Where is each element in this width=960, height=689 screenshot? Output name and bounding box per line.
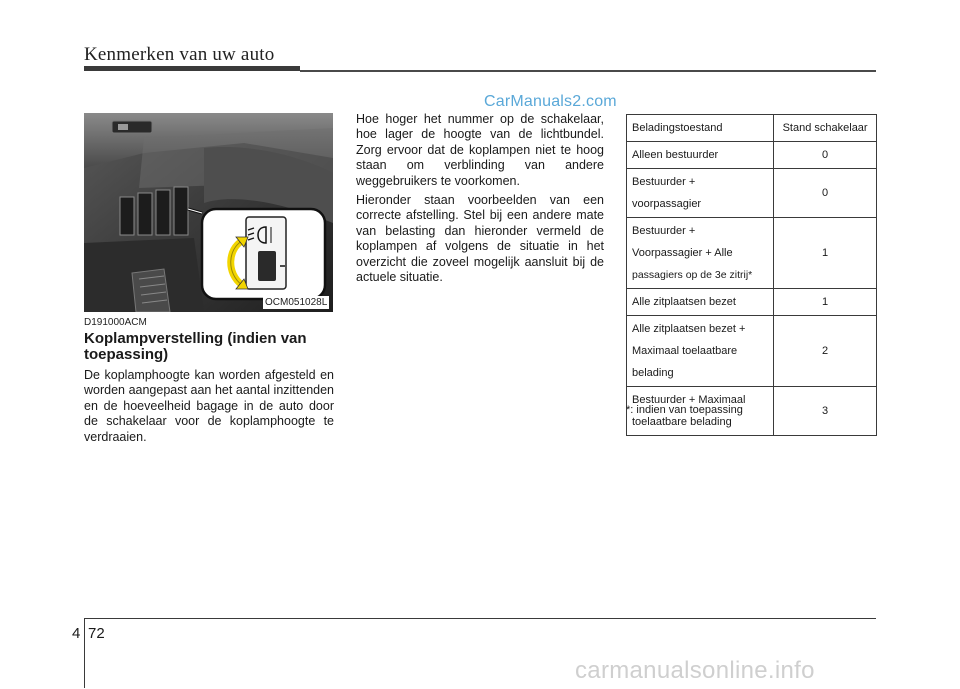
page-section-number: 4 <box>72 625 81 642</box>
cell-line: Alleen bestuurder <box>632 149 719 161</box>
watermark-bottom[interactable]: carmanualsonline.info <box>575 657 815 684</box>
cell-line: voorpassagier <box>632 198 702 210</box>
cell-line: Bestuurder + <box>632 176 696 188</box>
page-number: 72 <box>88 625 105 642</box>
middle-column <box>356 112 604 285</box>
header-bar <box>84 66 300 71</box>
table-cell: 3 <box>774 387 877 436</box>
cell-line: toelaatbare belading <box>632 416 732 428</box>
cell-line: Bestuurder + <box>632 225 696 237</box>
cell-line: Maximaal toelaatbare <box>632 345 738 357</box>
cell-line: belading <box>632 367 674 379</box>
load-table <box>626 114 877 436</box>
table-footnote: *: indien van toepassing <box>626 404 743 416</box>
figure-caption: OCM051028L <box>265 297 328 308</box>
section-code: D191000ACM <box>84 317 147 328</box>
watermark-top[interactable]: CarManuals2.com <box>484 93 617 110</box>
cell-line: Voorpassagier + Alle <box>632 247 733 259</box>
table-cell <box>627 142 774 169</box>
table-cell <box>627 316 774 387</box>
paragraph-2: Hieronder staan voorbeelden van een correcte afstelling. Stel bij een andere mate van belasting dan hieronder vermeld de koplampen af volgens de situatie in het overzicht die zoveel mogelijk aansluit bij de actuele situatie. <box>356 193 604 285</box>
cell-line: Alle zitplaatsen bezet <box>632 296 736 308</box>
table-header-row <box>627 115 877 142</box>
footer-divider <box>84 618 85 688</box>
table-cell: 0 <box>774 142 877 169</box>
header-rule <box>300 70 876 72</box>
section-title: Koplampverstelling (indien van toepassing) <box>84 330 307 363</box>
paragraph-1: Hoe hoger het nummer op de schakelaar, hoe lager de hoogte van de lichtbundel. Zorg ervoor dat de koplampen niet te hoog staan om verblinding van andere weggebruikers te voorkomen. <box>356 112 604 188</box>
table-row <box>627 169 877 218</box>
table-row <box>627 218 877 289</box>
cell-line: Bestuurder + Maximaal <box>632 394 746 406</box>
table-cell <box>627 218 774 289</box>
table-cell: 2 <box>774 316 877 387</box>
table-cell <box>627 169 774 218</box>
dashboard-illustration <box>84 113 333 312</box>
table-row <box>627 289 877 316</box>
switch-callout <box>202 209 325 299</box>
table-cell: 1 <box>774 289 877 316</box>
table-cell <box>627 289 774 316</box>
cell-line: passagiers op de 3e zitrij* <box>632 269 753 281</box>
cell-line: Alle zitplaatsen bezet + <box>632 323 746 335</box>
table-row <box>627 316 877 387</box>
intro-paragraph: De koplamphoogte kan worden afgesteld en worden aangepast aan het aantal inzittenden en de hoeveelheid bagage in de auto door de schakelaar voor de koplamphoogte te verdraaien. <box>84 368 334 444</box>
footer-rule <box>84 618 876 619</box>
table-header-cell: Beladingstoestand <box>627 115 774 142</box>
page-header-title: Kenmerken van uw auto <box>84 44 275 65</box>
table-header-cell: Stand schakelaar <box>774 115 877 142</box>
table-cell: 0 <box>774 169 877 218</box>
headlamp-switch-photo <box>84 113 333 312</box>
table-cell: 1 <box>774 218 877 289</box>
table-row <box>627 142 877 169</box>
pedal <box>132 269 170 312</box>
